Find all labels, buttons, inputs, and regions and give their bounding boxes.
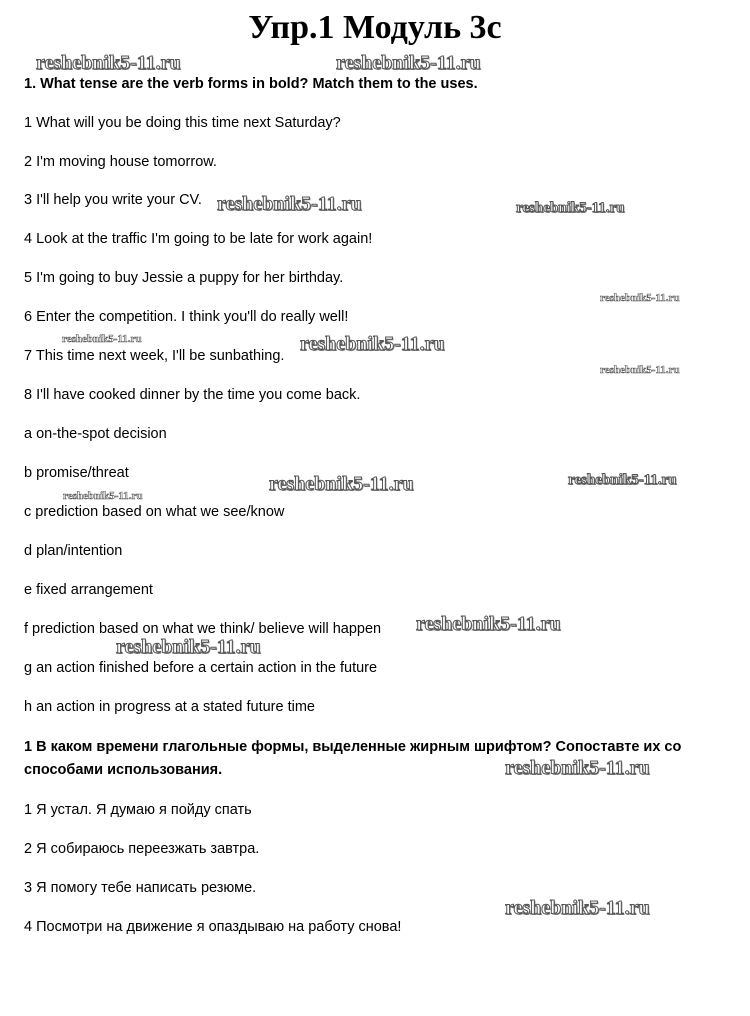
watermark: reshebnik5-11.ru: [416, 613, 561, 635]
watermark: reshebnik5-11.ru: [516, 200, 625, 216]
use-a: a on-the-spot decision: [24, 426, 167, 442]
use-c: c prediction based on what we see/know: [24, 504, 285, 520]
sentence-8: 8 I'll have cooked dinner by the time you come back.: [24, 387, 361, 403]
sentence-1: 1 What will you be doing this time next Saturday?: [24, 115, 341, 131]
sentence-6: 6 Enter the competition. I think you'll do really well!: [24, 309, 349, 325]
sentence-2: 2 I'm moving house tomorrow.: [24, 154, 217, 170]
watermark: reshebnik5-11.ru: [600, 292, 680, 304]
watermark: reshebnik5-11.ru: [36, 52, 181, 74]
english-instruction: 1. What tense are the verb forms in bold? Match them to the uses.: [24, 76, 478, 92]
use-f: f prediction based on what we think/ believe will happen: [24, 621, 382, 637]
ru-sentence-1: 1 Я устал. Я думаю я пойду спать: [24, 802, 252, 818]
watermark: reshebnik5-11.ru: [300, 333, 445, 355]
watermark: reshebnik5-11.ru: [63, 490, 143, 502]
watermark: reshebnik5-11.ru: [505, 897, 650, 919]
use-h: h an action in progress at a stated future time: [24, 699, 315, 715]
use-b: b promise/threat: [24, 465, 129, 481]
use-e: e fixed arrangement: [24, 582, 153, 598]
ru-sentence-2: 2 Я собираюсь переезжать завтра.: [24, 841, 260, 857]
ru-sentence-4: 4 Посмотри на движение я опаздываю на работу снова!: [24, 919, 402, 935]
russian-instruction-line2: способами использования.: [24, 762, 223, 778]
watermark: reshebnik5-11.ru: [568, 472, 677, 488]
sentence-7: 7 This time next week, I'll be sunbathing.: [24, 348, 285, 364]
watermark: reshebnik5-11.ru: [505, 757, 650, 779]
watermark: reshebnik5-11.ru: [217, 193, 362, 215]
watermark: reshebnik5-11.ru: [600, 364, 680, 376]
sentence-4: 4 Look at the traffic I'm going to be late for work again!: [24, 231, 373, 247]
ru-sentence-3: 3 Я помогу тебе написать резюме.: [24, 880, 257, 896]
sentence-3: 3 I'll help you write your CV.: [24, 192, 202, 208]
use-g: g an action finished before a certain action in the future: [24, 660, 378, 676]
watermark: reshebnik5-11.ru: [336, 52, 481, 74]
russian-instruction-line1: 1 В каком времени глагольные формы, выделенные жирным шрифтом? Сопоставте их со: [24, 739, 682, 755]
watermark: reshebnik5-11.ru: [269, 473, 414, 495]
use-d: d plan/intention: [24, 543, 123, 559]
watermark: reshebnik5-11.ru: [62, 333, 142, 345]
page-title: Упр.1 Модуль 3с: [248, 9, 502, 46]
watermark: reshebnik5-11.ru: [116, 636, 261, 658]
sentence-5: 5 I'm going to buy Jessie a puppy for her birthday.: [24, 270, 344, 286]
